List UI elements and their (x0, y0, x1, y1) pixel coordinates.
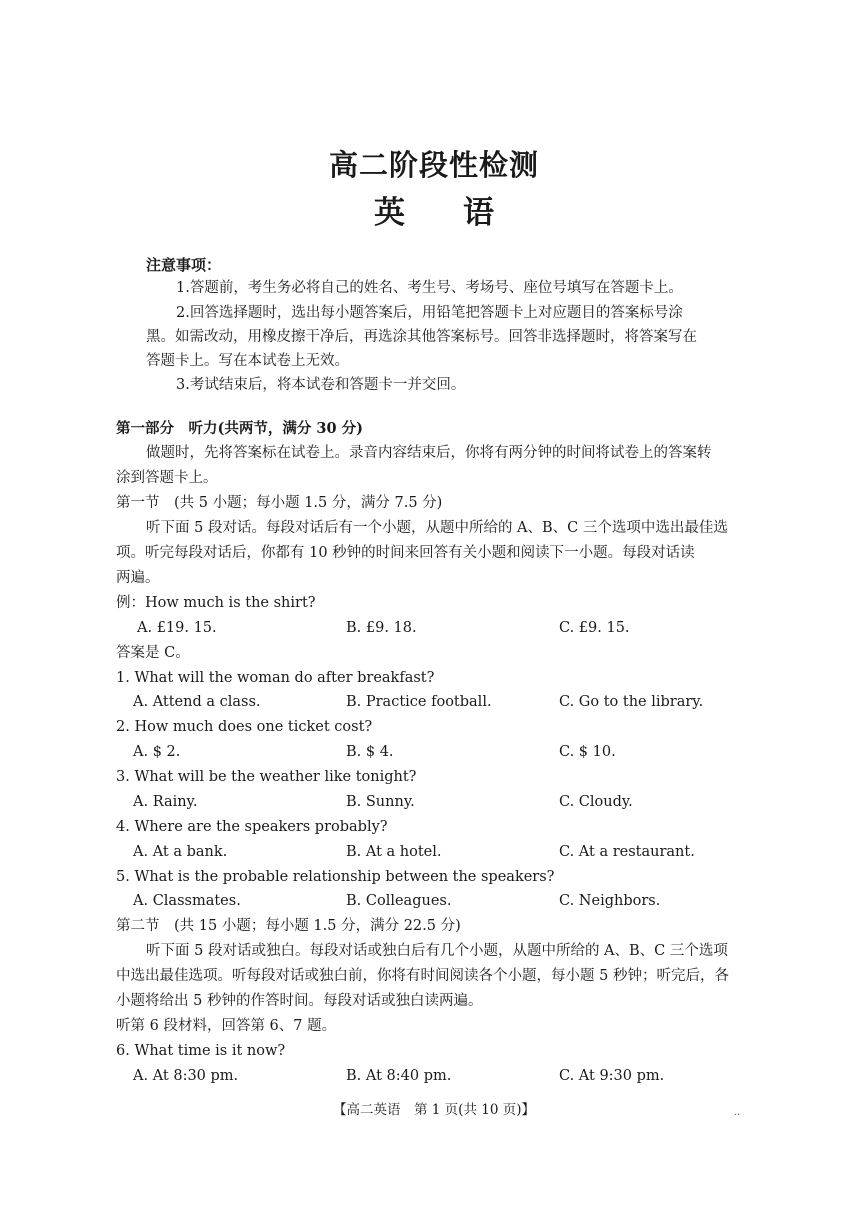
part1-intro-2: 涂到答题卡上。 (116, 470, 218, 486)
subject-char-2: 语 (463, 195, 494, 231)
q1-option-b: B. Practice football. (346, 694, 492, 710)
exam-subject (0, 187, 868, 232)
q4-option-b: B. At a hotel. (346, 844, 442, 860)
q4-option-a: A. At a bank. (133, 844, 228, 860)
example-option-b: B. £9. 18. (346, 620, 417, 636)
question-1: 1. What will the woman do after breakfast? (116, 670, 435, 686)
q5-option-b: B. Colleagues. (346, 893, 452, 909)
section1-instr-1: 听下面 5 段对话。每段对话后有一个小题，从题中所给的 A、B、C 三个选项中选出最佳选 (146, 520, 728, 536)
example-option-a: A. £19. 15. (137, 620, 217, 636)
part1-intro-1: 做题时，先将答案标在试卷上。录音内容结束后，你将有两分钟的时间将试卷上的答案转 (146, 445, 712, 461)
part1-heading: 第一部分 听力(共两节，满分 30 分) (116, 420, 363, 437)
section2-heading: 第二节 (共 15 小题；每小题 1.5 分，满分 22.5 分) (116, 918, 461, 934)
q2-option-b: B. $ 4. (346, 744, 394, 760)
notice-line-3: 黑。如需改动，用橡皮擦干净后，再选涂其他答案标号。回答非选择题时，将答案写在 (146, 329, 697, 345)
q1-option-a: A. Attend a class. (133, 694, 261, 710)
example-question: 例：How much is the shirt? (116, 595, 316, 611)
q3-option-b: B. Sunny. (346, 794, 415, 810)
question-3: 3. What will be the weather like tonight? (116, 769, 417, 785)
q3-option-c: C. Cloudy. (559, 794, 633, 810)
notice-line-4: 答题卡上。写在本试卷上无效。 (146, 353, 349, 369)
material-6-heading: 听第 6 段材料，回答第 6、7 题。 (116, 1018, 337, 1034)
q6-option-c: C. At 9:30 pm. (559, 1068, 665, 1084)
example-option-c: C. £9. 15. (559, 620, 630, 636)
corner-mark: ·· (734, 1110, 741, 1121)
page-footer: 【高二英语 第 1 页(共 10 页)】 (333, 1102, 535, 1118)
section1-heading: 第一节 (共 5 小题；每小题 1.5 分，满分 7.5 分) (116, 495, 443, 511)
q4-option-c: C. At a restaurant. (559, 844, 695, 860)
q6-option-b: B. At 8:40 pm. (346, 1068, 452, 1084)
section1-instr-3: 两遍。 (116, 570, 160, 586)
q2-option-c: C. $ 10. (559, 744, 616, 760)
subject-char-1: 英 (374, 195, 405, 231)
question-5: 5. What is the probable relationship between the speakers? (116, 869, 555, 885)
notice-heading: 注意事项： (146, 256, 222, 274)
q5-option-a: A. Classmates. (133, 893, 241, 909)
q2-option-a: A. $ 2. (133, 744, 181, 760)
notice-line-5: 3.考试结束后，将本试卷和答题卡一并交回。 (176, 377, 466, 393)
section2-instr-1: 听下面 5 段对话或独白。每段对话或独白后有几个小题，从题中所给的 A、B、C 三个选项 (146, 943, 728, 959)
question-6: 6. What time is it now? (116, 1043, 286, 1059)
q1-option-c: C. Go to the library. (559, 694, 704, 710)
notice-line-1: 1.答题前，考生务必将自己的姓名、考生号、考场号、座位号填写在答题卡上。 (176, 280, 683, 296)
q5-option-c: C. Neighbors. (559, 893, 661, 909)
notice-line-2: 2.回答选择题时，选出每小题答案后，用铅笔把答题卡上对应题目的答案标号涂 (176, 305, 683, 321)
section2-instr-3: 小题将给出 5 秒钟的作答时间。每段对话或独白读两遍。 (116, 993, 483, 1009)
example-answer: 答案是 C。 (116, 645, 190, 661)
q3-option-a: A. Rainy. (133, 794, 198, 810)
section1-instr-2: 项。听完每段对话后，你都有 10 秒钟的时间来回答有关小题和阅读下一小题。每段对话读 (116, 545, 695, 561)
q6-option-a: A. At 8:30 pm. (133, 1068, 239, 1084)
exam-title: 高二阶段性检测 (328, 148, 539, 182)
question-2: 2. How much does one ticket cost? (116, 719, 373, 735)
question-4: 4. Where are the speakers probably? (116, 819, 388, 835)
section2-instr-2: 中选出最佳选项。听每段对话或独白前，你将有时间阅读各个小题，每小题 5 秒钟；听完后，各 (116, 968, 729, 984)
